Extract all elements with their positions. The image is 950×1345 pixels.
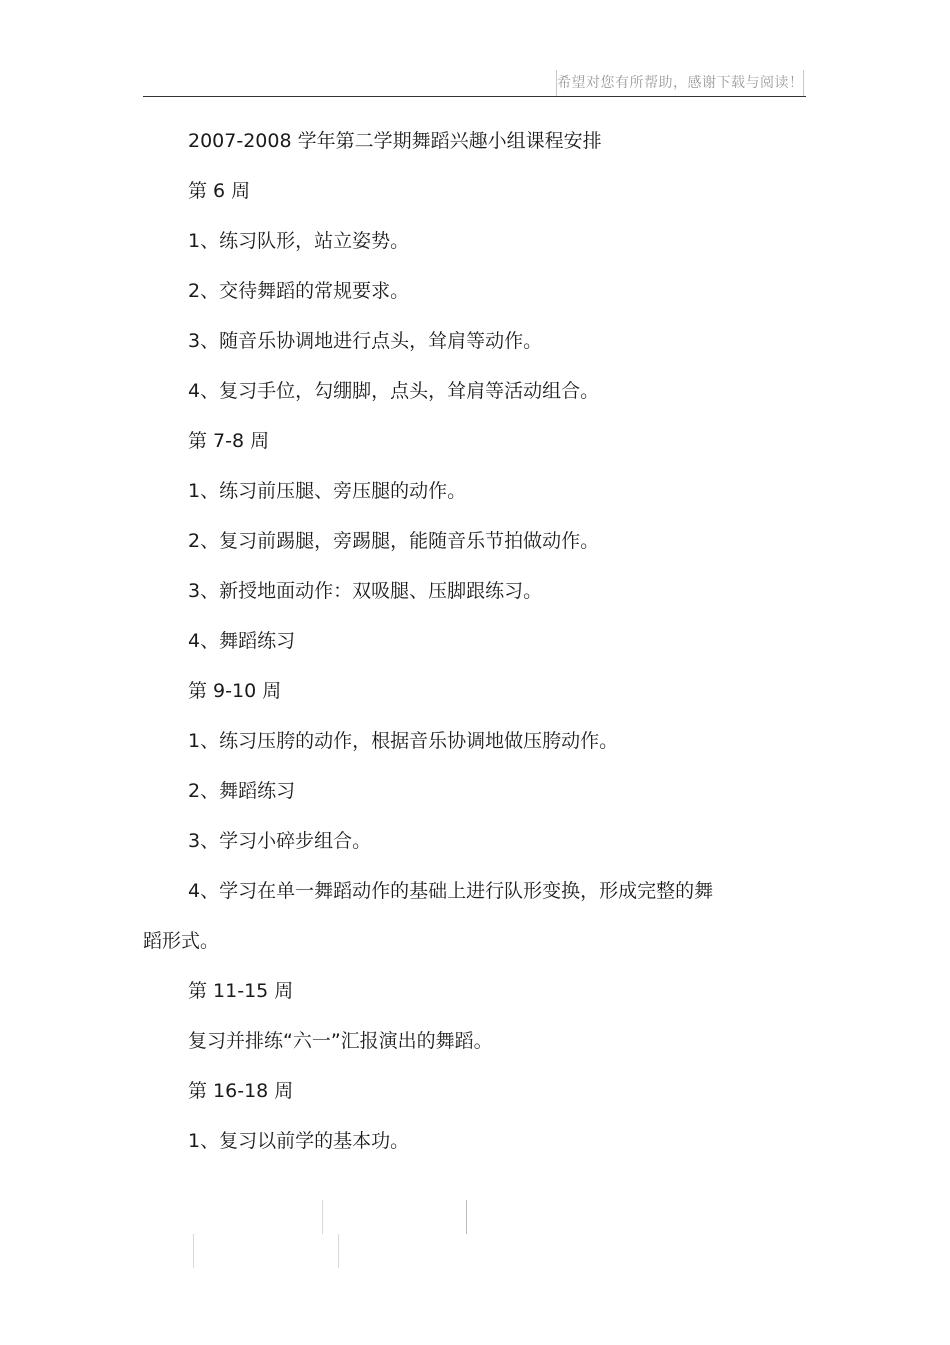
- header-rule: [143, 96, 806, 97]
- list-item: 4、学习在单一舞蹈动作的基础上进行队形变换，形成完整的舞: [188, 880, 714, 902]
- list-item: 1、练习前压腿、旁压腿的动作。: [188, 480, 467, 502]
- week-heading-9-10: 第 9-10 周: [188, 680, 282, 702]
- list-item-continuation: 蹈形式。: [143, 930, 220, 952]
- list-item: 1、练习压胯的动作，根据音乐协调地做压胯动作。: [188, 730, 619, 752]
- list-item: 复习并排练“六一”汇报演出的舞蹈。: [188, 1030, 493, 1052]
- table-border-fragment: [466, 1200, 467, 1234]
- list-item: 1、复习以前学的基本功。: [188, 1130, 410, 1152]
- list-item: 2、复习前踢腿，旁踢腿，能随音乐节拍做动作。: [188, 530, 600, 552]
- table-border-fragment: [193, 1234, 194, 1268]
- list-item: 3、随音乐协调地进行点头，耸肩等动作。: [188, 330, 543, 352]
- week-heading-11-15: 第 11-15 周: [188, 980, 294, 1002]
- header-slogan: 希望对您有所帮助，感谢下载与阅读！: [556, 70, 804, 96]
- list-item: 2、交待舞蹈的常规要求。: [188, 280, 410, 302]
- list-item: 1、练习队形，站立姿势。: [188, 230, 410, 252]
- week-heading-7-8: 第 7-8 周: [188, 430, 270, 452]
- week-heading-6: 第 6 周: [188, 180, 251, 202]
- week-heading-16-18: 第 16-18 周: [188, 1080, 294, 1102]
- table-border-fragment: [338, 1234, 339, 1268]
- list-item: 2、舞蹈练习: [188, 780, 296, 802]
- list-item: 4、舞蹈练习: [188, 630, 296, 652]
- document-title: 2007-2008 学年第二学期舞蹈兴趣小组课程安排: [188, 130, 602, 152]
- table-border-fragment: [322, 1200, 323, 1234]
- list-item: 3、学习小碎步组合。: [188, 830, 372, 852]
- list-item: 4、复习手位，勾绷脚，点头，耸肩等活动组合。: [188, 380, 600, 402]
- list-item: 3、新授地面动作：双吸腿、压脚跟练习。: [188, 580, 543, 602]
